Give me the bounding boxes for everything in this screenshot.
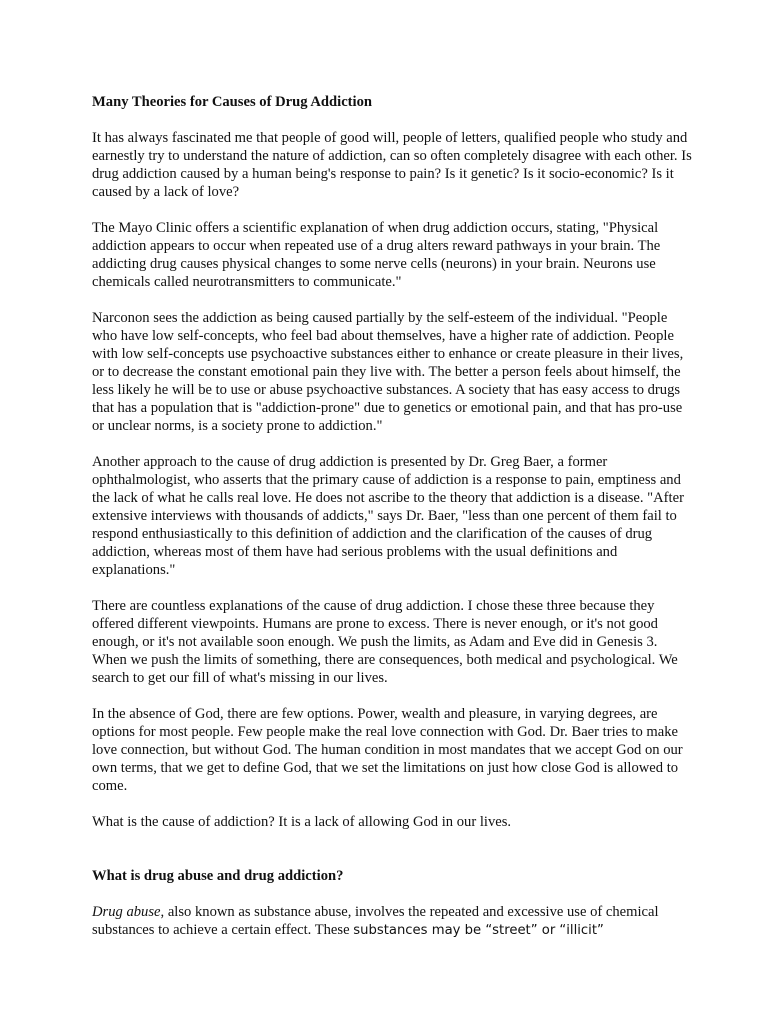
paragraph-7: What is the cause of addiction? It is a lack of allowing God in our lives. <box>92 814 512 830</box>
paragraph-4: Another approach to the cause of drug addiction is presented by Dr. Greg Baer, a former ophthalmologist, who asserts that the primary cause of addiction is a response to pain, emptiness and the lack of what he calls real love. He does not ascribe to the theory that addiction is a disease. "After extensive interviews with thousands of addicts," says Dr. Baer, "less than one percent of them fail to respond enthusiastically to this definition of addiction and the clarification of the causes of drug addiction, whereas most of them have had serious problems with the usual definitions and explanations." <box>92 454 684 578</box>
paragraph-3: Narconon sees the addiction as being caused partially by the self-esteem of the individual. "People who have low self-concepts, who feel bad about themselves, have a higher rate of addiction. People with low self-concepts use psychoactive substances either to enhance or create pleasure in their lives, or to decrease the constant emotional pain they live with. The better a person feels about himself, the less likely he will be to use or abuse psychoactive substances. A society that has easy access to drugs that has a population that is "addiction-prone" due to genetics or emotional pain, and that has pro-use or unclear norms, is a society prone to addiction." <box>92 310 684 434</box>
lead-term: Drug abuse <box>92 904 161 920</box>
document-page <box>92 93 692 958</box>
document-title: Many Theories for Causes of Drug Addiction <box>92 94 372 110</box>
section-lead-paragraph <box>92 903 692 940</box>
section-spacer <box>92 831 692 867</box>
paragraph-5: There are countless explanations of the cause of drug addiction. I chose these three because they offered different viewpoints. Humans are prone to excess. There is never enough, or it's not good enough, or it's not available soon enough. We push the limits, as Adam and Eve did in Genesis 3. When we push the limits of something, there are consequences, both medical and psychological. We search to get our fill of what's missing in our lives. <box>92 598 678 686</box>
paragraph-6: In the absence of God, there are few options. Power, wealth and pleasure, in varying degrees, are options for most people. Few people make the real love connection with God. Dr. Baer tries to make love connection, but without God. The human condition in most mandates that we accept God on our own terms, that we get to define God, that we set the limitations on just how close God is allowed to come. <box>92 706 683 794</box>
lead-tail: substances may be “street” or “illicit” <box>353 923 604 938</box>
section-heading: What is drug abuse and drug addiction? <box>92 868 344 884</box>
lead-text: , also known as substance abuse, involves the repeated and excessive use of chemical substances to achieve a certain effect. These <box>92 904 659 938</box>
paragraph-1: It has always fascinated me that people of good will, people of letters, qualified people who study and earnestly try to understand the nature of addiction, can so often completely disagree with each other. Is drug addiction caused by a human being's response to pain? Is it genetic? Is it socio-economic? Is it caused by a lack of love? <box>92 130 692 200</box>
paragraph-2: The Mayo Clinic offers a scientific explanation of when drug addiction occurs, stating, "Physical addiction appears to occur when repeated use of a drug alters reward pathways in your brain. The addicting drug causes physical changes to some nerve cells (neurons) in your brain. Neurons use chemicals called neurotransmitters to communicate." <box>92 220 661 290</box>
